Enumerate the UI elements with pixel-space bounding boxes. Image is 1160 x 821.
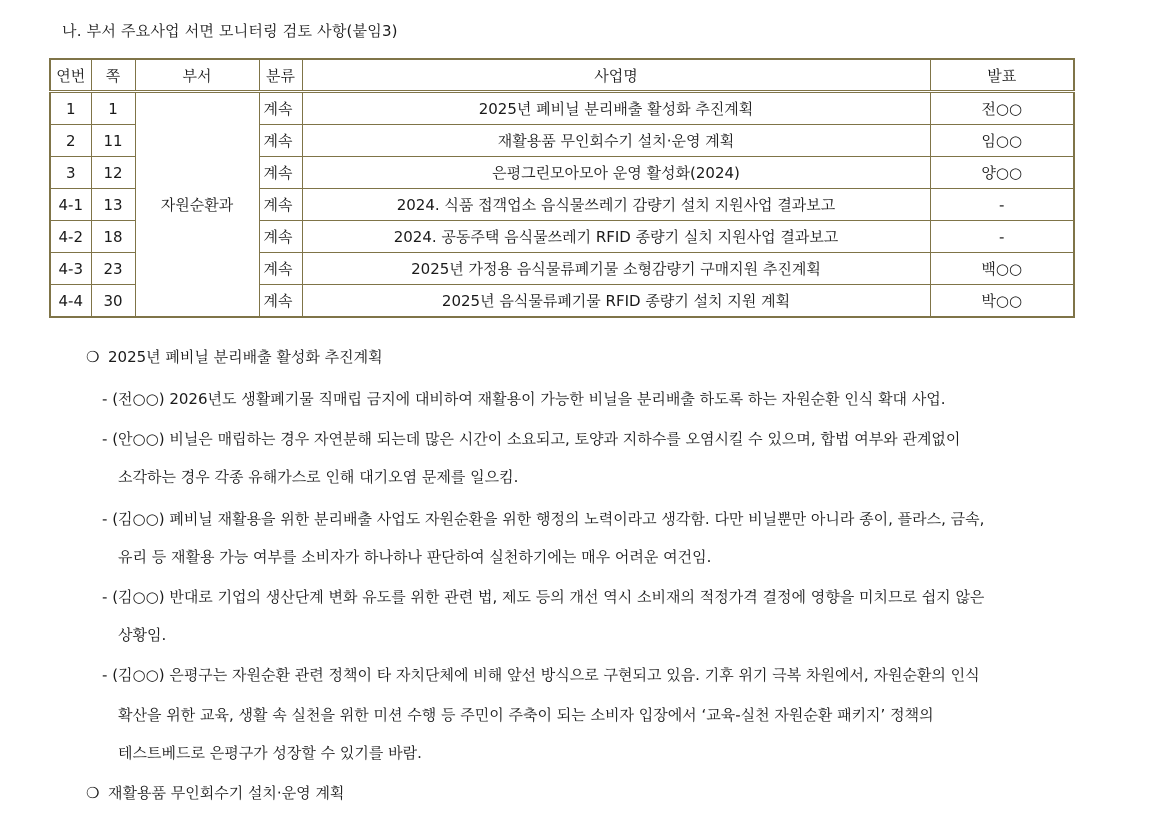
project-table <box>49 58 1075 318</box>
cell-no: 4-3 <box>50 253 91 285</box>
cell-page: 11 <box>91 125 135 157</box>
header-page: 쪽 <box>91 59 135 92</box>
cell-page: 30 <box>91 285 135 318</box>
header-project: 사업명 <box>302 59 930 92</box>
cell-page: 18 <box>91 221 135 253</box>
cell-presenter: - <box>930 221 1074 253</box>
table-header-row <box>50 59 1074 92</box>
comment-line-continued: 유리 등 재활용 가능 여부를 소비자가 하나하나 판단하여 실천하기에는 매우 어려운 여건임. <box>118 548 712 566</box>
cell-page: 23 <box>91 253 135 285</box>
cell-category: 계속 <box>259 221 302 253</box>
comment-line-continued: 소각하는 경우 각종 유해가스로 인해 대기오염 문제를 일으킴. <box>118 468 519 486</box>
cell-project: 2025년 가정용 음식물류폐기물 소형감량기 구매지원 추진계획 <box>302 253 930 285</box>
header-category: 분류 <box>259 59 302 92</box>
cell-no: 4-1 <box>50 189 91 221</box>
review-item-heading <box>86 346 383 367</box>
section-heading: 나. 부서 주요사업 서면 모니터링 검토 사항(붙임3) <box>62 22 398 40</box>
comment-line: - (김○○) 은평구는 자원순환 관련 정책이 타 자치단체에 비해 앞선 방식으로 구현되고 있음. 기후 위기 극복 차원에서, 자원순환의 인식 <box>102 666 980 684</box>
cell-page: 12 <box>91 157 135 189</box>
cell-category: 계속 <box>259 92 302 125</box>
cell-no: 4-4 <box>50 285 91 318</box>
cell-department: 자원순환과 <box>135 92 259 318</box>
cell-no: 3 <box>50 157 91 189</box>
cell-project: 2024. 공동주택 음식물쓰레기 RFID 종량기 실치 지원사업 결과보고 <box>302 221 930 253</box>
cell-project: 은평그린모아모아 운영 활성화(2024) <box>302 157 930 189</box>
review-item-title: 재활용품 무인회수기 설치·운영 계획 <box>108 784 345 802</box>
cell-project: 2025년 폐비닐 분리배출 활성화 추진계획 <box>302 92 930 125</box>
header-dept: 부서 <box>135 59 259 92</box>
circle-bullet-icon: ❍ <box>86 348 100 366</box>
cell-category: 계속 <box>259 285 302 318</box>
cell-presenter: 전○○ <box>930 92 1074 125</box>
comment-line-continued: 상황임. <box>118 626 167 644</box>
cell-presenter: 백○○ <box>930 253 1074 285</box>
cell-project: 2024. 식품 접객업소 음식물쓰레기 감량기 설치 지원사업 결과보고 <box>302 189 930 221</box>
cell-category: 계속 <box>259 157 302 189</box>
circle-bullet-icon: ❍ <box>86 784 100 802</box>
comment-line: - (김○○) 반대로 기업의 생산단계 변화 유도를 위한 관련 법, 제도 등의 개선 역시 소비재의 적정가격 결정에 영향을 미치므로 쉽지 않은 <box>102 588 985 606</box>
cell-no: 2 <box>50 125 91 157</box>
cell-page: 13 <box>91 189 135 221</box>
comment-line-continued: 테스트베드로 은평구가 성장할 수 있기를 바람. <box>118 744 422 762</box>
cell-no: 4-2 <box>50 221 91 253</box>
cell-no: 1 <box>50 92 91 125</box>
cell-presenter: 양○○ <box>930 157 1074 189</box>
comment-line: - (김○○) 폐비닐 재활용을 위한 분리배출 사업도 자원순환을 위한 행정의 노력이라고 생각함. 다만 비닐뿐만 아니라 종이, 플라스, 금속, <box>102 510 985 528</box>
comment-line-continued: 확산을 위한 교육, 생활 속 실천을 위한 미션 수행 등 주민이 주축이 되는 소비자 입장에서 ‘교육-실천 자원순환 패키지’ 정책의 <box>118 706 934 724</box>
cell-presenter: 박○○ <box>930 285 1074 318</box>
comment-line: - (전○○) 2026년도 생활폐기물 직매립 금지에 대비하여 재활용이 가능한 비닐을 분리배출 하도록 하는 자원순환 인식 확대 사업. <box>102 390 946 408</box>
cell-category: 계속 <box>259 189 302 221</box>
table-row <box>50 92 1074 125</box>
cell-category: 계속 <box>259 125 302 157</box>
cell-page: 1 <box>91 92 135 125</box>
cell-project: 2025년 음식물류폐기물 RFID 종량기 설치 지원 계획 <box>302 285 930 318</box>
cell-presenter: 임○○ <box>930 125 1074 157</box>
comment-line: - (안○○) 비닐은 매립하는 경우 자연분해 되는데 많은 시간이 소요되고, 토양과 지하수를 오염시킬 수 있으며, 합법 여부와 관계없이 <box>102 430 961 448</box>
cell-presenter: - <box>930 189 1074 221</box>
cell-category: 계속 <box>259 253 302 285</box>
review-item-heading <box>86 782 344 803</box>
cell-project: 재활용품 무인회수기 설치·운영 계획 <box>302 125 930 157</box>
header-presenter: 발표 <box>930 59 1074 92</box>
header-no: 연번 <box>50 59 91 92</box>
review-item-title: 2025년 폐비닐 분리배출 활성화 추진계획 <box>108 348 383 366</box>
